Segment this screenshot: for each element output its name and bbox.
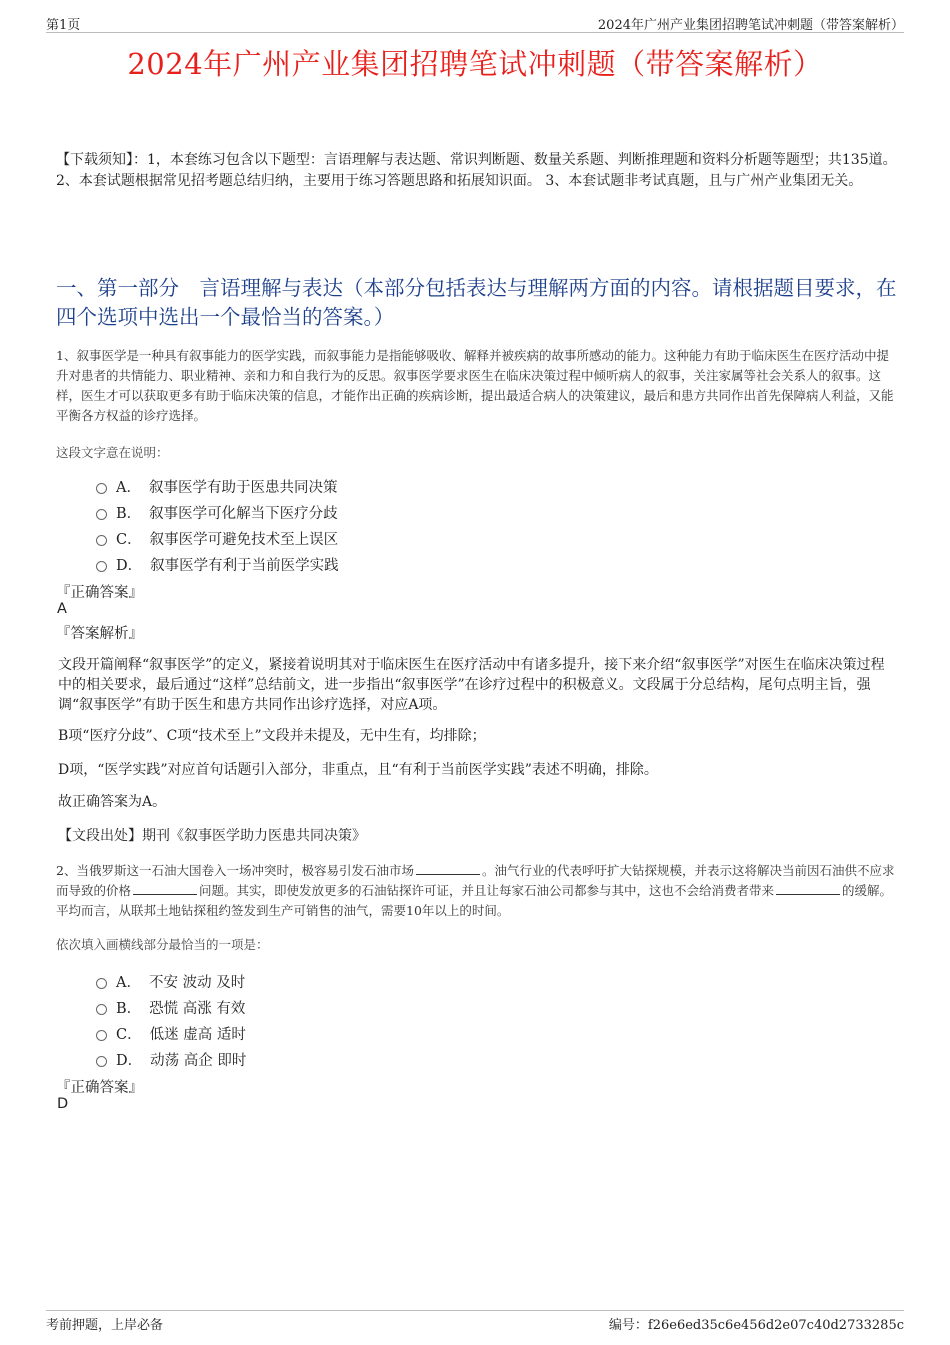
question-1-analysis-paragraph: D项，“医学实践”对应首句话题引入部分，非重点，且“有利于当前医学实践”表述不明确，排除。 (58, 762, 658, 778)
radio-icon[interactable] (96, 978, 107, 989)
option-letter: D． (116, 1053, 143, 1069)
option-text: 恐慌 高涨 有效 (149, 1001, 246, 1017)
option-letter: D． (116, 558, 143, 574)
radio-icon[interactable] (96, 535, 107, 546)
footer-document-id: 编号：f26e6ed35c6e456d2e07c40d2733285c (608, 1318, 904, 1333)
question-1-text: 1、叙事医学是一种具有叙事能力的医学实践，而叙事能力是指能够吸收、解释并被疾病的故事所感动的能力。这种能力有助于临床医生在医疗活动中提升对患者的共情能力、职业精神、亲和力和自我行为的反思。叙事医学要求医生在临床决策过程中倾听病人的叙事，关注家属等社会关系人的叙事。这样，医生才可以获取更多有助于临床决策的信息，才能作出正确的疾病诊断，提出最适合病人的决策建议，最后和患方共同作出首先保障病人利益，又能平衡各方权益的诊疗选择。 (56, 348, 894, 423)
radio-icon[interactable] (96, 483, 107, 494)
option-text: 叙事医学可化解当下医疗分歧 (149, 506, 338, 522)
option-letter: B． (116, 1001, 142, 1017)
page-title: 2024年广州产业集团招聘笔试冲刺题（带答案解析） (127, 47, 823, 81)
fill-blank (776, 882, 840, 895)
header-divider (46, 32, 904, 33)
question-2-text (56, 861, 898, 921)
question-1-option-b[interactable] (96, 502, 338, 523)
question-2-text-part: 问题。其实，即使发放更多的石油钻探许可证，并且让每家石油公司都参与其中，这也不会给消费者带来 (199, 883, 775, 898)
question-2-text-part: 2、当俄罗斯这一石油大国卷入一场冲突时，极容易引发石油市场 (56, 863, 414, 878)
question-1-option-d[interactable] (96, 554, 339, 575)
fill-blank (416, 862, 480, 875)
question-1-answer: A (57, 601, 67, 617)
question-1-answer-label: 『正确答案』 (56, 585, 143, 601)
question-2-option-a[interactable] (96, 971, 245, 992)
option-letter: A． (116, 480, 141, 496)
option-text: 低迷 虚高 适时 (149, 1027, 246, 1043)
footer-divider (46, 1310, 904, 1311)
option-text: 叙事医学有助于医患共同决策 (148, 480, 338, 496)
option-letter: B． (116, 506, 142, 522)
question-2-option-b[interactable] (96, 997, 245, 1018)
question-1-analysis-paragraph: B项“医疗分歧”、C项“技术至上”文段并未提及，无中生有，均排除； (58, 728, 486, 744)
section-heading: 一、第一部分 言语理解与表达（本部分包括表达与理解两方面的内容。请根据题目要求，在四个选项中选出一个最恰当的答案。） (56, 276, 897, 329)
question-2-prompt: 依次填入画横线部分最恰当的一项是： (56, 937, 269, 952)
question-1-analysis-label: 『答案解析』 (56, 626, 143, 642)
question-2-answer-label: 『正确答案』 (56, 1080, 143, 1096)
radio-icon[interactable] (96, 1056, 107, 1067)
question-2-text-part: 的缓解。平均而言，从联邦土地钻探租约签发到生产可销售的油气，需要10年以上的时间。 (56, 883, 893, 918)
question-1-option-c[interactable] (96, 528, 338, 549)
question-1-prompt: 这段文字意在说明： (56, 445, 169, 460)
question-2-text-part: 。油气行业的代表呼吁扩大钻探规模，并表示这将解决当前因石油供不应求而导致的价格 (56, 863, 895, 898)
question-1-source: 【文段出处】期刊《叙事医学助力医患共同决策》 (58, 828, 366, 844)
question-1-option-a[interactable] (96, 476, 337, 497)
option-text: 叙事医学有利于当前医学实践 (150, 558, 339, 574)
option-text: 叙事医学可避免技术至上误区 (149, 532, 339, 548)
radio-icon[interactable] (96, 509, 107, 520)
option-text: 动荡 高企 即时 (150, 1053, 247, 1069)
question-2-answer: D (57, 1096, 69, 1112)
option-letter: C． (116, 532, 142, 548)
header-doc-title: 2024年广州产业集团招聘笔试冲刺题（带答案解析） (597, 18, 904, 33)
option-text: 不安 波动 及时 (148, 975, 246, 991)
radio-icon[interactable] (96, 1004, 107, 1015)
footer-slogan: 考前押题，上岸必备 (46, 1318, 164, 1333)
question-2-option-c[interactable] (96, 1023, 246, 1044)
radio-icon[interactable] (96, 1030, 107, 1041)
download-notice: 【下载须知】：1，本套练习包含以下题型：言语理解与表达题、常识判断题、数量关系题、判断推理题和资料分析题等题型；共135道。 2、本套试题根据常见招考题总结归纳，主要用于练习答题思路和拓展知识面。 3、本套试题非考试真题，且与广州产业集团无关。 (56, 152, 897, 189)
option-letter: C． (116, 1027, 142, 1043)
page-number: 第1页 (46, 18, 81, 33)
radio-icon[interactable] (96, 561, 107, 572)
question-1-analysis-paragraph: 故正确答案为A。 (58, 794, 167, 810)
fill-blank (133, 882, 197, 895)
option-letter: A． (116, 975, 141, 991)
question-1-analysis-paragraph: 文段开篇阐释“叙事医学”的定义，紧接着说明其对于临床医生在医疗活动中有诸多提升，接下来介绍“叙事医学”对医生在临床决策过程中的相关要求，最后通过“这样”总结前文，进一步指出“叙事医学”在诊疗过程中的积极意义。文段属于分总结构，尾句点明主旨，强调“叙事医学”有助于医生和患方共同作出诊疗选择，对应A项。 (58, 657, 885, 713)
question-2-option-d[interactable] (96, 1049, 246, 1070)
